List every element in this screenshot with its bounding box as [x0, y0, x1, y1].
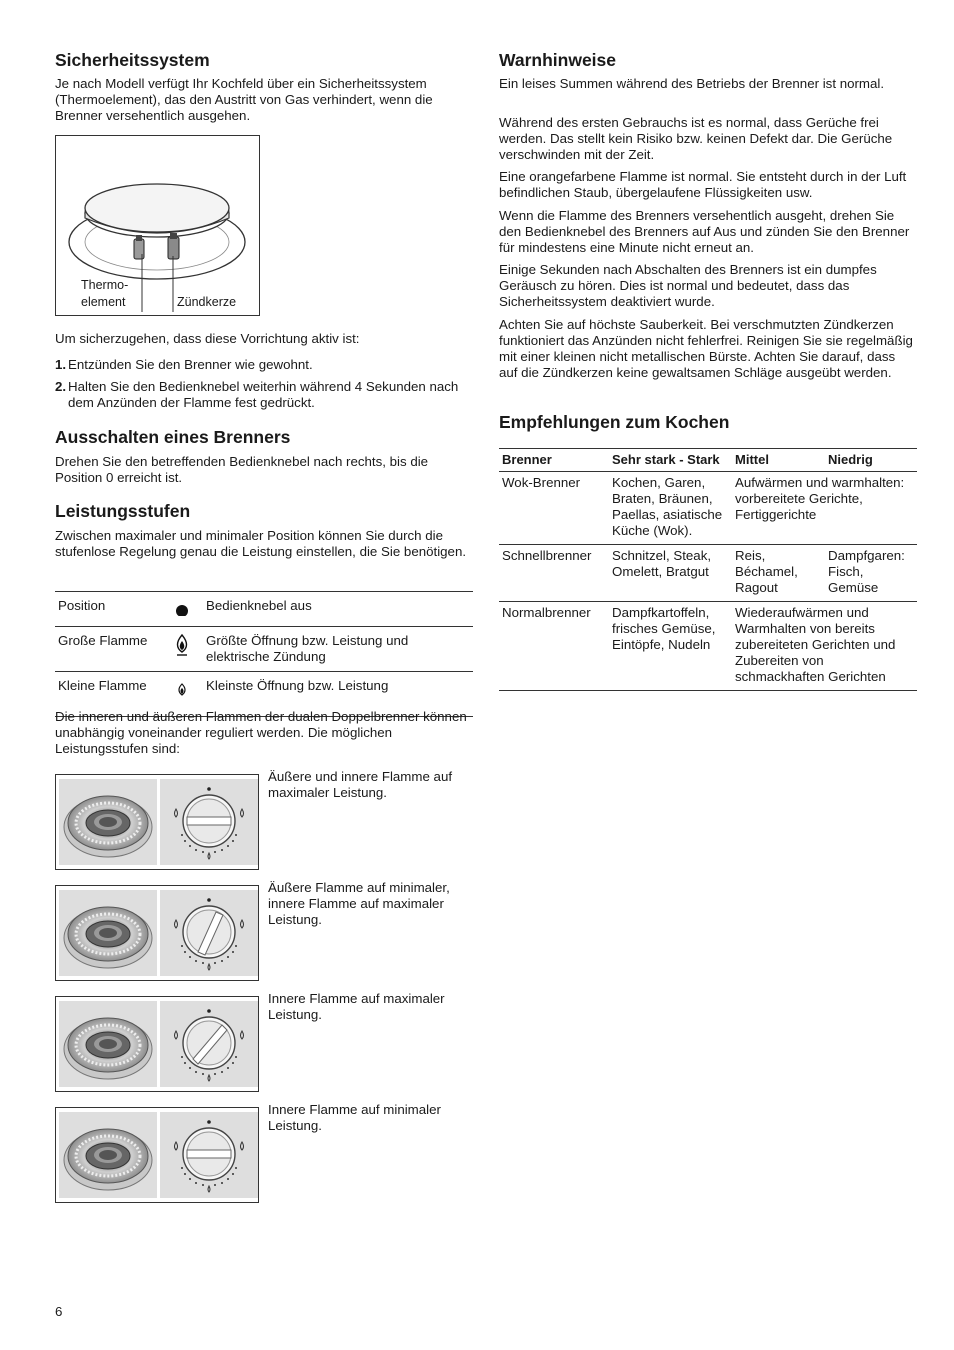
table-row: [55, 592, 473, 627]
cell-brenner: Normalbrenner: [499, 602, 609, 691]
step-text: Halten Sie den Bedienknebel weiterhin während 4 Sekunden nach dem Anzünden der Flamme fest gedrückt.: [68, 379, 459, 410]
warn-paragraph: Während des ersten Gebrauchs ist es normal, dass Gerüche frei werden. Das stellt kein Risiko bzw. keinen Defekt dar. Die Gerüche verschwinden mit der Zeit.: [499, 115, 893, 162]
filled-circle-icon: [165, 592, 203, 627]
dual-text: Die inneren und äußeren Flammen der dualen Doppelbrenner können unabhängig voneinander reguliert werden. Die möglichen Leistungsstufen sind:: [55, 709, 467, 756]
off-text: Drehen Sie den betreffenden Bedienknebel nach rechts, bis die Position 0 erreicht ist.: [55, 454, 429, 485]
section-title-off: Ausschalten eines Brenners: [55, 427, 291, 447]
section-title-rec: Empfehlungen zum Kochen: [499, 412, 730, 432]
dual-burner-image: [59, 779, 157, 865]
level-name: Große Flamme: [55, 627, 165, 672]
single-burner-image: [59, 1001, 157, 1087]
levels-table: [55, 591, 473, 717]
knob-caption: Innere Flamme auf minimaler Leistung.: [268, 1102, 441, 1133]
cell-stark: Schnitzel, Steak, Omelett, Bratgut: [609, 545, 732, 602]
table-row: [499, 602, 917, 691]
cell-mittel: Reis, Béchamel, Ragout: [732, 545, 825, 602]
cell-niedrig: Dampfgaren: Fisch, Gemüse: [825, 545, 917, 602]
safety-intro: Je nach Modell verfügt Ihr Kochfeld über ein Sicherheitssystem (Thermoelement), das den Austritt von Gas verhindert, wenn die Brenner versehentlich ausgehen.: [55, 76, 433, 123]
level-desc: Größte Öffnung bzw. Leistung und elektrische Zündung: [203, 627, 473, 672]
knob-caption: Äußere Flamme auf minimaler, innere Flamme auf maximaler Leistung.: [268, 880, 450, 927]
table-row: [55, 627, 473, 672]
step-text: Entzünden Sie den Brenner wie gewohnt.: [68, 357, 313, 372]
table-header-row: [499, 449, 917, 472]
large-flame-icon: [165, 627, 203, 672]
knob-caption: Innere Flamme auf maximaler Leistung.: [268, 991, 445, 1022]
cell-mittel: Wiederaufwärmen und Warmhalten von bereits zubereiteten Gerichten und Zubereiten von schmackhaften Gerichten: [732, 602, 917, 691]
warn-paragraph: Einige Sekunden nach Abschalten des Brenners ist ein dumpfes Geräusch zu hören. Dies ist normal und bedeutet, dass das Sicherheitssystem deaktiviert wurde.: [499, 262, 877, 309]
column-header: Sehr stark - Stark: [609, 449, 732, 472]
column-header: Mittel: [732, 449, 825, 472]
step-number: 1.: [55, 357, 67, 372]
thermoelement-label: Thermo- element: [81, 278, 129, 309]
warn-paragraph: Wenn die Flamme des Brenners versehentlich ausgeht, drehen Sie den Bedienknebel des Brenners auf Aus und zünden Sie den Brenner für mindestens eine Minute nicht erneut an.: [499, 208, 910, 255]
knob-image: [160, 779, 258, 865]
zuendkerze-label: Zündkerze: [177, 295, 237, 309]
table-row: [499, 472, 917, 545]
burner-knob-figure: [55, 774, 259, 870]
check-intro: Um sicherzugehen, dass diese Vorrichtung aktiv ist:: [55, 331, 360, 346]
warn-paragraph: Achten Sie auf höchste Sauberkeit. Bei verschmutzten Zündkerzen funktioniert das Anzünden nicht fehlerfrei. Reinigen Sie sie regelmäßig mit einer kleinen nicht metallischen Bürste. Achten Sie darauf, dass auf die Zündkerzen keine gewaltsamen Schläge ausgeübt werden.: [499, 317, 913, 380]
level-desc: Bedienknebel aus: [203, 592, 473, 627]
table-row: [499, 545, 917, 602]
cell-stark: Kochen, Garen, Braten, Bräunen, Paellas, asiatische Küche (Wok).: [609, 472, 732, 545]
section-title-safety: Sicherheitssystem: [55, 50, 210, 70]
levels-text: Zwischen maximaler und minimaler Position können Sie durch die stufenlose Regelung genau die Leistung einstellen, die Sie benötigen.: [55, 528, 467, 559]
dual-burner-image: [59, 890, 157, 976]
cell-stark: Dampfkartoffeln, frisches Gemüse, Eintöpfe, Nudeln: [609, 602, 732, 691]
knob-caption: Äußere und innere Flamme auf maximaler Leistung.: [268, 769, 453, 800]
level-name: Position: [55, 592, 165, 627]
cell-brenner: Schnellbrenner: [499, 545, 609, 602]
knob-image: [160, 1112, 258, 1198]
warn-paragraph: Ein leises Summen während des Betriebs der Brenner ist normal.: [499, 76, 885, 91]
burner-knob-figure: [55, 1107, 259, 1203]
burner-knob-figure: [55, 996, 259, 1092]
burner-knob-figure: [55, 885, 259, 981]
warn-paragraph: Eine orangefarbene Flamme ist normal. Sie entsteht durch in der Luft befindlichen Staub, übergelaufene Flüssigkeiten usw.: [499, 169, 907, 200]
step-number: 2.: [55, 379, 67, 394]
level-name: Kleine Flamme: [55, 672, 165, 717]
page-number: 6: [55, 1304, 63, 1319]
single-burner-image: [59, 1112, 157, 1198]
section-title-warn: Warnhinweise: [499, 50, 617, 70]
cell-mittel: Aufwärmen und warmhalten: vorbereitete Gerichte, Fertiggerichte: [732, 472, 917, 545]
knob-image: [160, 1001, 258, 1087]
recommendations-table: [499, 448, 917, 691]
thermoelement-figure: [55, 135, 260, 316]
section-title-levels: Leistungsstufen: [55, 501, 191, 521]
column-header: Niedrig: [825, 449, 917, 472]
level-desc: Kleinste Öffnung bzw. Leistung: [203, 672, 473, 717]
cell-brenner: Wok-Brenner: [499, 472, 609, 545]
knob-image: [160, 890, 258, 976]
column-header: Brenner: [499, 449, 609, 472]
